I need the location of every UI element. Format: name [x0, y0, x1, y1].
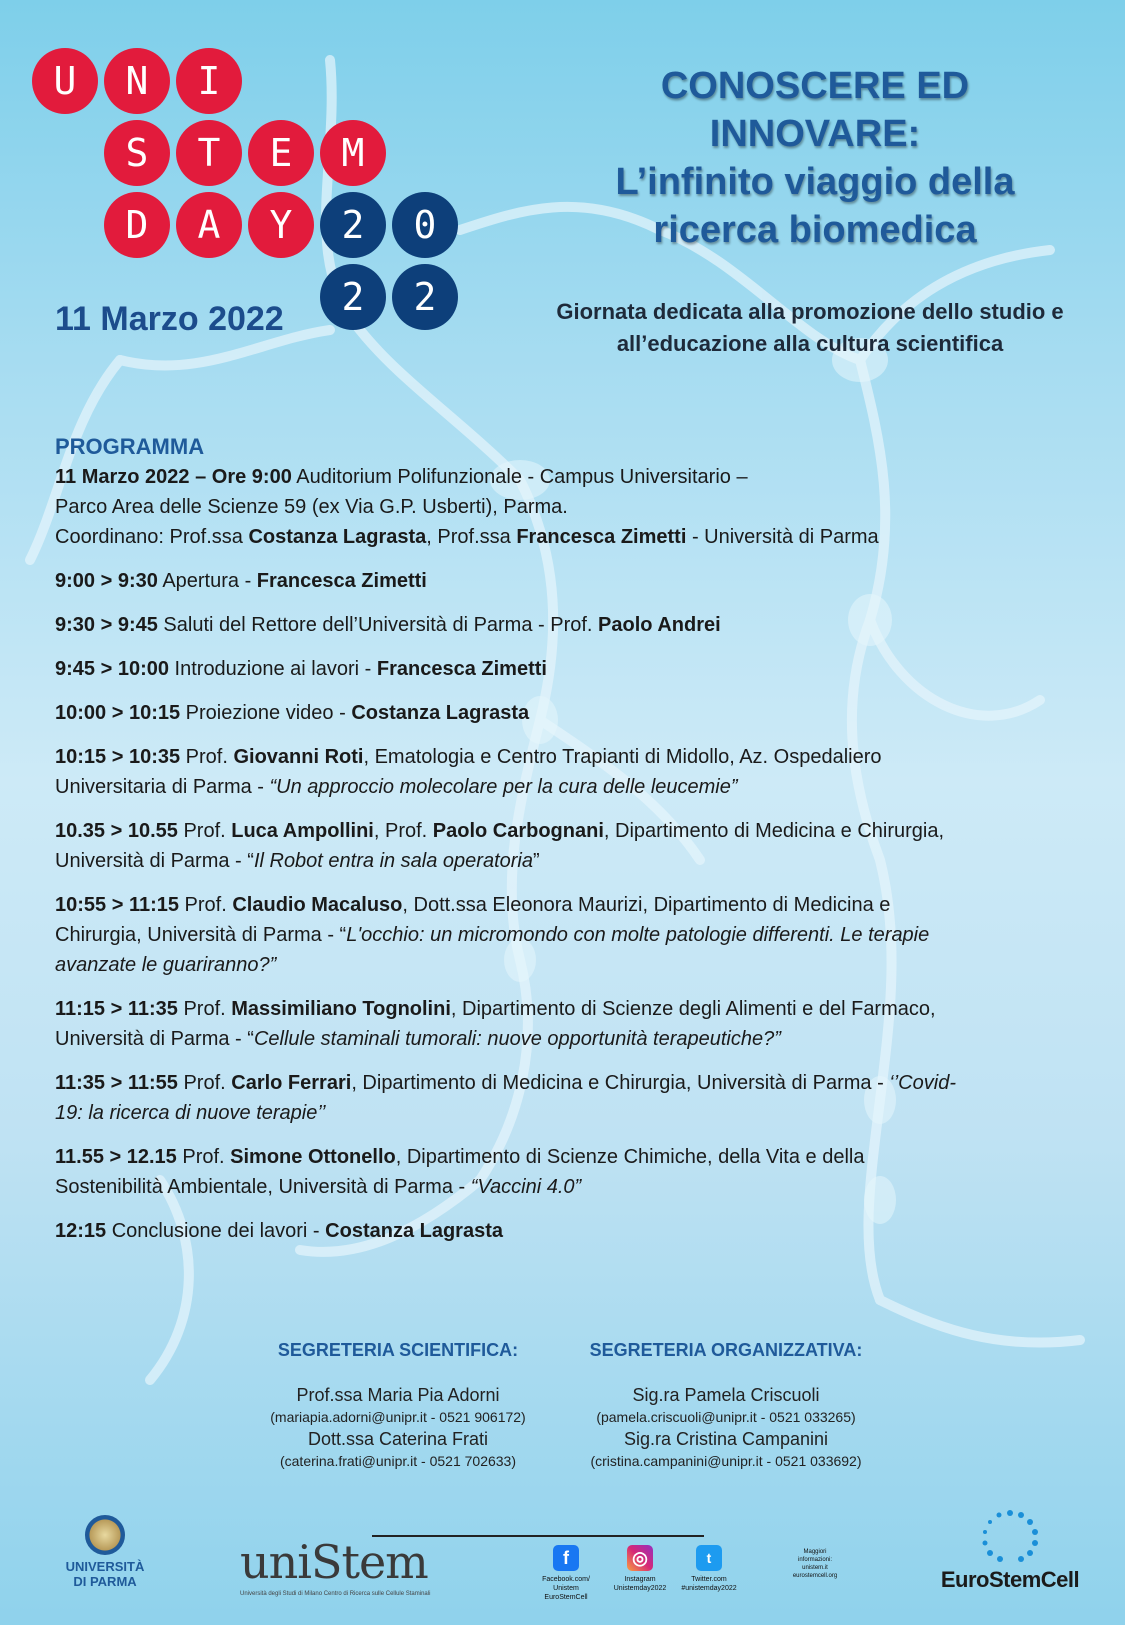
item-pre: Prof. — [177, 820, 232, 842]
facebook-text-2: Unistem — [553, 1585, 579, 1592]
item-affil: , Dipartimento di Medicina e Chirurgia, — [603, 820, 945, 842]
eurostemcell-dots-icon — [975, 1505, 1045, 1565]
twitter-link[interactable] — [674, 1545, 744, 1593]
item-time: 10:55 > 11:15 — [55, 894, 179, 916]
universita-di-parma-logo — [55, 1515, 155, 1589]
logo-digit-2: 2 — [320, 192, 386, 258]
item-speaker: Massimiliano Tognolini — [231, 998, 451, 1020]
logo-letter-e: E — [248, 120, 314, 186]
item-speaker: Francesca Zimetti — [376, 658, 547, 680]
item-speaker: Costanza Lagrasta — [351, 702, 530, 724]
item-affil: , Dipartimento di Medicina e Chirurgia, Università di Parma - — [351, 1072, 890, 1094]
segreteria-organizzativa-title: SEGRETERIA ORGANIZZATIVA: — [589, 1340, 863, 1360]
subhead-line-1: Giornata dedicata alla promozione dello studio e — [556, 299, 1064, 324]
item-speaker: Luca Ampollini — [231, 820, 374, 842]
item-time: 10:15 > 10:35 — [55, 746, 181, 768]
segreteria-scientifica — [248, 1340, 548, 1471]
item-pre: Prof. — [180, 746, 234, 768]
contact-name: Sig.ra Cristina Campanini — [623, 1429, 829, 1449]
program-title: PROGRAMMA — [55, 434, 205, 459]
headline-line-1: CONOSCERE ED — [660, 65, 970, 107]
headline-line-4: ricerca biomedica — [653, 209, 977, 251]
logo-letter-t: T — [176, 120, 242, 186]
coord-name-1: Costanza Lagrasta — [248, 526, 427, 548]
contact-name: Prof.ssa Maria Pia Adorni — [296, 1385, 500, 1405]
facebook-link[interactable] — [531, 1545, 601, 1602]
program-item — [55, 742, 1095, 802]
item-text: Conclusione dei lavori - — [106, 1220, 326, 1242]
item-speaker: Costanza Lagrasta — [325, 1220, 503, 1242]
item-text: Proiezione video - — [180, 702, 352, 724]
intro-venue-2: Parco Area delle Scienze 59 (ex Via G.P. Usberti), Parma. — [55, 496, 568, 518]
program-item — [55, 994, 1095, 1054]
item-talk: ‘’Covid- — [889, 1072, 956, 1094]
item-speaker: Francesca Zimetti — [256, 570, 427, 592]
item-talk-2: 19: la ricerca di nuove terapie’’ — [55, 1102, 326, 1124]
logo-letter-m: M — [320, 120, 386, 186]
item-time: 9:00 > 9:30 — [55, 570, 158, 592]
item-text: Apertura - — [157, 570, 257, 592]
item-line — [55, 1172, 1095, 1202]
instagram-link[interactable] — [605, 1545, 675, 1593]
instagram-icon: ◎ — [627, 1545, 653, 1571]
coord-name-2: Francesca Zimetti — [516, 526, 687, 548]
program-item — [55, 1216, 1095, 1246]
twitter-text-1: Twitter.com — [691, 1576, 727, 1583]
item-time: 9:30 > 9:45 — [55, 614, 158, 636]
twitter-text-2: #unistemday2022 — [681, 1585, 737, 1592]
item-affil: , Dipartimento di Scienze degli Alimenti e del Farmaco, — [450, 998, 936, 1020]
item-talk: Cellule staminali tumorali: nuove opportunità terapeutiche?” — [253, 1028, 781, 1050]
info-link-unistem[interactable]: unistem.it — [802, 1565, 828, 1571]
item-speaker: Carlo Ferrari — [231, 1072, 352, 1094]
headline — [555, 62, 1075, 254]
item-line — [55, 1068, 1095, 1098]
item-affil: , Dipartimento di Scienze Chimiche, della Vita e della — [395, 1146, 865, 1168]
item-affil-2: Università di Parma - “ — [55, 1028, 254, 1050]
facebook-text-3: EuroStemCell — [544, 1594, 588, 1601]
unipr-line-1: UNIVERSITÀ — [65, 1559, 145, 1574]
logo-digit-2b: 2 — [320, 264, 386, 330]
item-time: 10.35 > 10.55 — [55, 820, 178, 842]
logo-letter-u: U — [32, 48, 98, 114]
item-affil-2: Sostenibilità Ambientale, Università di Parma - — [55, 1176, 471, 1198]
item-text: Saluti del Rettore dell’Università di Parma - Prof. — [157, 614, 599, 636]
logo-letter-d: D — [104, 192, 170, 258]
program-item — [55, 610, 1095, 640]
item-line — [55, 890, 1095, 920]
program — [55, 432, 1095, 1246]
program-intro — [55, 462, 1095, 552]
program-item — [55, 890, 1095, 980]
item-time: 11:15 > 11:35 — [55, 998, 178, 1020]
logo-letter-n: N — [104, 48, 170, 114]
item-close: ” — [533, 850, 540, 872]
item-line — [55, 920, 1095, 950]
program-item — [55, 654, 1095, 684]
item-pre: Prof. — [177, 1072, 232, 1094]
item-time: 11.55 > 12.15 — [55, 1146, 177, 1168]
item-pre: Prof. — [176, 1146, 231, 1168]
item-affil-2: Università di Parma - “ — [55, 850, 254, 872]
item-talk: L'occhio: un micromondo con molte patologie differenti. Le terapie — [346, 924, 930, 946]
university-seal-icon — [85, 1515, 125, 1555]
facebook-icon: f — [553, 1545, 579, 1571]
contact-name: Dott.ssa Caterina Frati — [307, 1429, 489, 1449]
item-affil: , Dott.ssa Eleonora Maurizi, Dipartimento di Medicina e — [402, 894, 891, 916]
item-talk: “Un approccio molecolare per la cura delle leucemie” — [269, 776, 738, 798]
item-time: 11:35 > 11:55 — [55, 1072, 178, 1094]
eurostemcell-logo — [935, 1505, 1085, 1593]
program-item — [55, 1068, 1095, 1128]
logo-letter-s: S — [104, 120, 170, 186]
item-pre: Prof. — [179, 894, 233, 916]
item-speaker-2: Paolo Carbognani — [432, 820, 604, 842]
intro-venue-1: Auditorium Polifunzionale - Campus Universitario – — [291, 466, 748, 488]
item-talk-2: avanzate le guariranno?” — [55, 954, 277, 976]
item-affil-2: Universitaria di Parma - — [55, 776, 270, 798]
contact-info: (caterina.frati@unipr.it - 0521 702633) — [279, 1453, 516, 1469]
facebook-text-1: Facebook.com/ — [542, 1576, 590, 1583]
unistem-wordmark: uniStem — [240, 1535, 428, 1589]
unipr-line-2: DI PARMA — [73, 1574, 137, 1589]
item-affil: , Ematologia e Centro Trapianti di Midollo, Az. Ospedaliero — [363, 746, 882, 768]
contact-info: (mariapia.adorni@unipr.it - 0521 906172) — [270, 1409, 526, 1425]
contact-name: Sig.ra Pamela Criscuoli — [632, 1385, 820, 1405]
program-item — [55, 1142, 1095, 1202]
item-speaker: Claudio Macaluso — [232, 894, 403, 916]
segreteria-organizzativa — [566, 1340, 886, 1471]
item-line — [55, 742, 1095, 772]
contact-info: (pamela.criscuoli@unipr.it - 0521 033265) — [596, 1409, 856, 1425]
program-item — [55, 816, 1095, 876]
logo-letter-y: Y — [248, 192, 314, 258]
item-line — [55, 846, 1095, 876]
unistem-tagline: Università degli Studi di Milano Centro di Ricerca sulle Cellule Staminali — [240, 1591, 431, 1597]
item-pre: Prof. — [177, 998, 232, 1020]
program-item — [55, 698, 1095, 728]
headline-line-2: INNOVARE: — [709, 113, 921, 155]
intro-date-time: 11 Marzo 2022 – Ore 9:00 — [55, 466, 292, 488]
program-item — [55, 566, 1095, 596]
event-date: 11 Marzo 2022 — [55, 300, 284, 338]
logo-digit-2c: 2 — [392, 264, 458, 330]
item-time: 9:45 > 10:00 — [55, 658, 169, 680]
item-text: Introduzione ai lavori - — [168, 658, 377, 680]
contact-info: (cristina.campanini@unipr.it - 0521 033692) — [590, 1453, 862, 1469]
coord-end: - Università di Parma — [686, 526, 879, 548]
item-line — [55, 994, 1095, 1024]
item-speaker: Giovanni Roti — [233, 746, 364, 768]
info-line-2: informazioni: — [797, 1557, 832, 1563]
eurostemcell-wordmark: EuroStemCell — [940, 1567, 1080, 1592]
unistem-day-logo — [32, 42, 482, 342]
info-link-eurostemcell[interactable]: eurostemcell.org — [792, 1573, 838, 1579]
intro-coordinators — [55, 522, 1095, 552]
item-talk: “Vaccini 4.0” — [470, 1176, 582, 1198]
subhead-line-2: all’educazione alla cultura scientifica — [616, 331, 1004, 356]
item-time: 12:15 — [55, 1220, 107, 1242]
item-line — [55, 1142, 1095, 1172]
unistem-logo — [240, 1535, 431, 1597]
info-line-1: Maggiori — [803, 1549, 827, 1555]
item-mid: , Prof. — [373, 820, 433, 842]
item-line — [55, 816, 1095, 846]
logo-digit-0: 0 — [392, 192, 458, 258]
item-speaker: Simone Ottonello — [230, 1146, 396, 1168]
twitter-icon: t — [696, 1545, 722, 1571]
segreteria-scientifica-title: SEGRETERIA SCIENTIFICA: — [277, 1340, 519, 1360]
item-speaker: Paolo Andrei — [598, 614, 721, 636]
item-line — [55, 1024, 1095, 1054]
instagram-text-2: Unistemday2022 — [613, 1585, 667, 1592]
subheadline — [515, 296, 1105, 360]
logo-letter-a: A — [176, 192, 242, 258]
coord-label: Coordinano: Prof.ssa — [55, 526, 249, 548]
logo-letter-i: I — [176, 48, 242, 114]
item-time: 10:00 > 10:15 — [55, 702, 181, 724]
headline-line-3: L’infinito viaggio della — [615, 161, 1015, 203]
instagram-text-1: Instagram — [624, 1576, 656, 1583]
intro-line-1 — [55, 462, 1095, 492]
item-talk: Il Robot entra in sala operatoria — [253, 850, 533, 872]
item-line — [55, 772, 1095, 802]
coord-mid: , Prof.ssa — [426, 526, 517, 548]
item-affil-2: Chirurgia, Università di Parma - “ — [55, 924, 347, 946]
more-info — [780, 1548, 850, 1580]
